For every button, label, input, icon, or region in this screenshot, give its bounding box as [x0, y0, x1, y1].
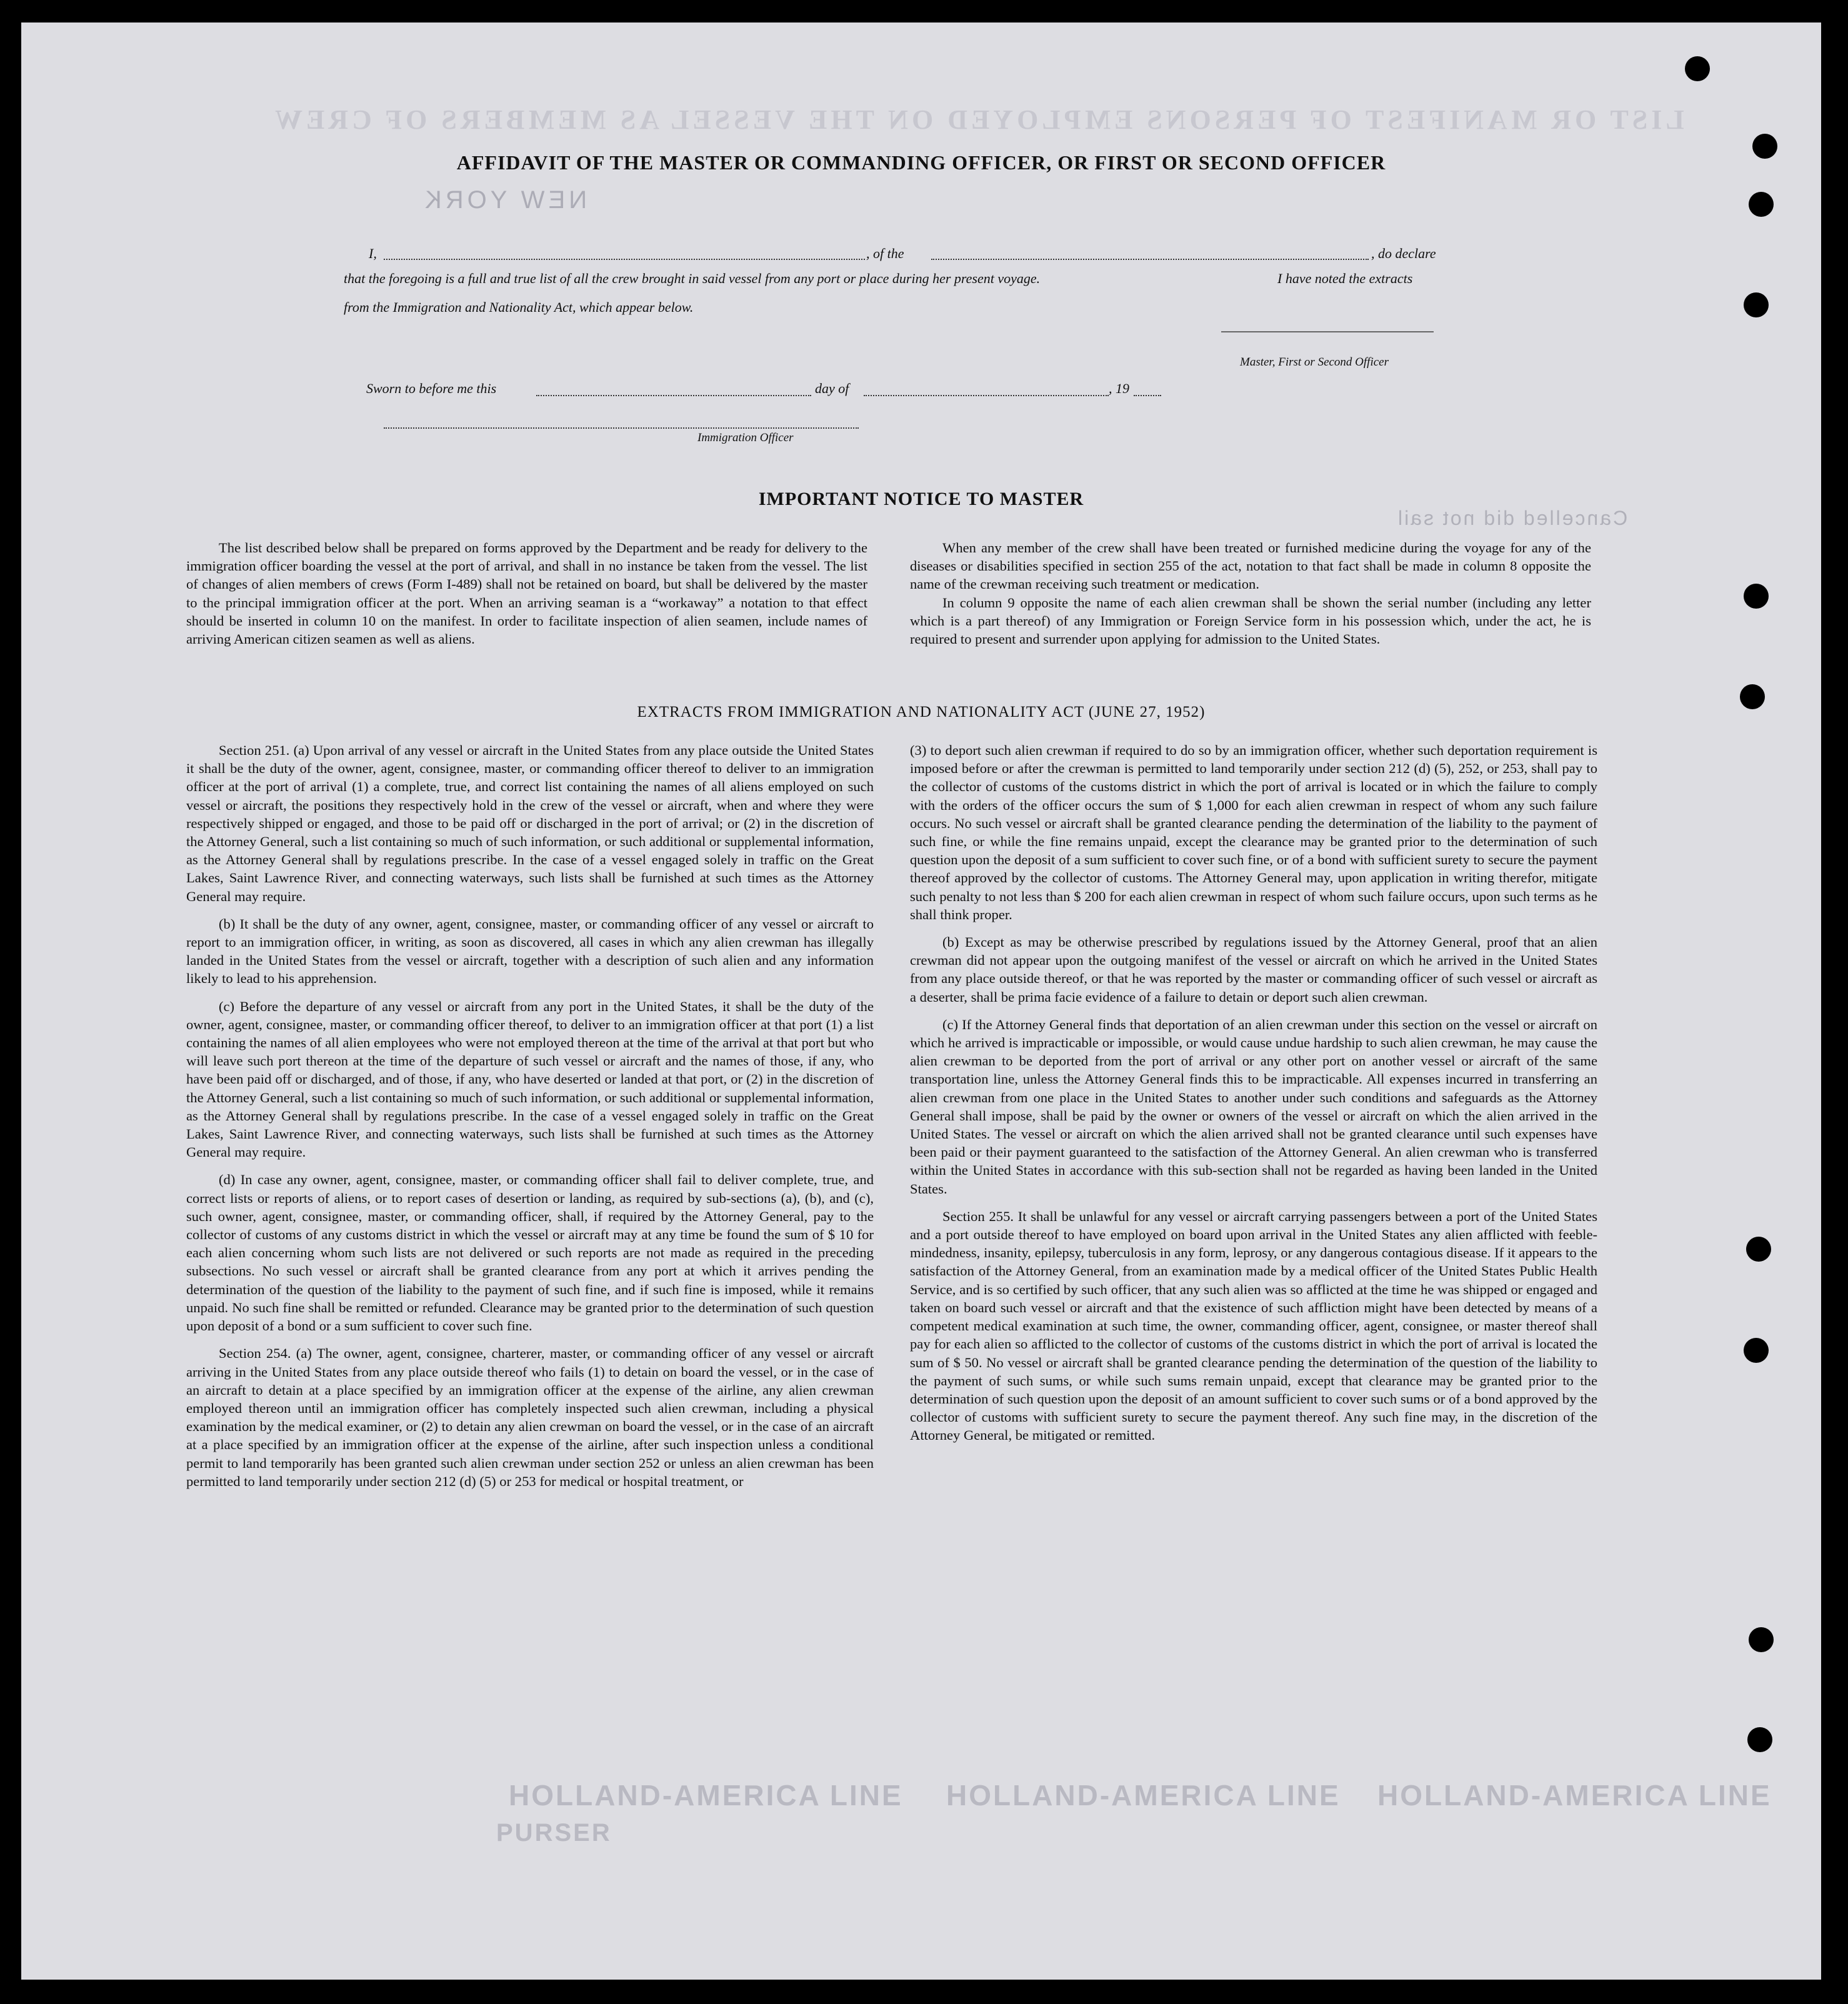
- year-label: , 19: [1109, 381, 1129, 396]
- bleed-through-line-stamp-3: HOLLAND-AMERICA LINE: [1377, 1779, 1772, 1812]
- section-254-a-continued: (3) to deport such alien crewman if required to do so by an immigration officer, whether such deportation requirement is imposed before or after the crewman is permitted to land temporarily under section 212 (d) (5), 252, or 253, shall pay to the collector of customs of the customs district in which the port of arrival is located or in which the failure to comply with the orders of the officer occurs the sum of $ 1,000 for each alien crewman in respect of whom any such failure occurs. No such vessel or aircraft shall be granted clearance pending the determination of the liability to the payment of such fine, or while the fine remains unpaid, except the clearance may be granted prior to the determination of such question upon the deposit of a sum sufficient to cover such fine, or of a bond with sufficient surety to secure the payment thereof approved by the collector of customs. The Attorney General may, upon application in writing therefor, mitigate such penalty to not less than $ 200 for each alien crewman in respect of whom such failure occurs, upon such terms as he shall think proper.: [910, 742, 1597, 922]
- officer-signature-line[interactable]: [1221, 331, 1434, 332]
- punch-hole: [1747, 1727, 1772, 1752]
- punch-hole: [1744, 584, 1769, 609]
- notice-left-column: [186, 539, 867, 648]
- bleed-through-purser-stamp: PURSER: [496, 1819, 612, 1847]
- section-251-a: Section 251. (a) Upon arrival of any vessel or aircraft in the United States from any place outside the United States it shall be the duty of the owner, agent, consignee, master, or commanding officer thereof to deliver to an immigration officer at the port of arrival (1) a complete, true, and correct list containing the names of all aliens employed on such vessel or aircraft, the positions they respectively hold in the crew of the vessel or aircraft, when and where they were respectively shipped or engaged, and those to be paid off or discharged in the port of arrival; or (2) in the discretion of the Attorney General, such a list containing so much of such information, or such additional or supplemental information, as the Attorney General shall by regulations prescribe. In the case of a vessel engaged solely in traffic on the Great Lakes, Saint Lawrence River, and connecting waterways, such lists shall be furnished at such times as the Attorney General may require.: [186, 742, 874, 904]
- notice-right-paragraph-2: In column 9 opposite the name of each alien crewman shall be shown the serial number (including any letter which is a part thereof) of any Immigration or Foreign Service form in his possession which, under the act, he is required to present and surrender upon applying for admission to the United States.: [910, 594, 1591, 647]
- master-name-line[interactable]: [384, 259, 865, 260]
- affidavit-of-the-label: , of the: [866, 246, 904, 261]
- section-251-b: (b) It shall be the duty of any owner, agent, consignee, master, or commanding officer of any vessel or aircraft to report to an immigration officer, in writing, as soon as discovered, all cases in which any alien crewman has illegally landed in the United States from the vessel or aircraft, together with a description of such alien and any information likely to lead to his apprehension.: [186, 915, 874, 987]
- affidavit-i-label: I,: [369, 246, 377, 261]
- officer-caption: Master, First or Second Officer: [1240, 356, 1389, 369]
- day-of-label: day of: [815, 381, 849, 396]
- section-255: Section 255. It shall be unlawful for any vessel or aircraft carrying passengers between a port of the United States and a port outside thereof to have employed on board upon arrival in the United States any alien afflicted with feeble-mindedness, insanity, epilepsy, tuberculosis in any form, leprosy, or any dangerous contagious disease. If it appears to the satisfaction of the Attorney General, from an examination made by a medical officer of the United States Public Health Service, and is so certified by such officer, that any such alien was so afflicted at the time he was shipped or engaged and taken on board such vessel or aircraft and that the existence of such affliction might have been detected by means of a competent medical examination at such time, the owner, commanding officer, agent, consignee, or master thereof shall pay for each alien so afflicted to the collector of customs of the customs district in which the port of arrival is located the sum of $ 50. No vessel or aircraft shall be granted clearance pending the determination of the question of the liability to the payment of such sums, or while such sums remain unpaid, except that clearance may be granted prior to the determination of such question upon the deposit of an amount sufficient to cover such sums or of a bond approved by the collector of customs with sufficient surety to secure the payment thereof. Any such fine may, in the discretion of the Attorney General, be mitigated or remitted.: [910, 1208, 1597, 1443]
- immigration-officer-caption: Immigration Officer: [697, 431, 794, 444]
- punch-hole: [1744, 1338, 1769, 1363]
- notice-title: IMPORTANT NOTICE TO MASTER: [758, 489, 1084, 509]
- bleed-through-cancel-stamp: Cancelled did not sail: [1396, 507, 1628, 529]
- extracts-right-column: [910, 741, 1597, 1454]
- vessel-name-line[interactable]: [931, 259, 1369, 260]
- punch-hole: [1749, 192, 1774, 217]
- bleed-through-port-stamp: NEW YORK: [421, 186, 587, 214]
- punch-hole: [1752, 134, 1777, 159]
- punch-hole: [1744, 292, 1769, 317]
- punch-hole: [1685, 56, 1710, 81]
- affidavit-line-2b: I have noted the extracts: [1277, 271, 1413, 286]
- document-page: [21, 22, 1821, 1980]
- sworn-date-line[interactable]: [536, 395, 811, 396]
- notice-left-paragraph: The list described below shall be prepared on forms approved by the Department and be ready for delivery to the immigration officer boarding the vessel at the port of arrival, and shall in no instance be taken from the vessel. The list of changes of alien members of crews (Form I-489) shall not be retained on board, but shall be delivered by the master to the principal immigration officer at the port. When an arriving seaman is a “workaway” a notation to that effect should be inserted in column 10 on the manifest. In order to facilitate inspection of alien seamen, include names of arriving American citizen seamen as well as aliens.: [186, 540, 867, 647]
- section-254-c: (c) If the Attorney General finds that deportation of an alien crewman under this section on the vessel or aircraft on which he arrived is impracticable or impossible, or would cause undue hardship to such alien crewman, he may cause the alien crewman to be deported from the port of arrival or any other port on another vessel or aircraft of the same transportation line, unless the Attorney General finds this to be impracticable. All expenses incurred in transferring an alien crewman from one place in the United States to another under such conditions and safeguards as the Attorney General shall impose, shall be paid by the owner or owners of the vessel or aircraft on which the alien arrived in the United States. The vessel or aircraft on which the alien arrived shall not be granted clearance until such expenses have been paid or their payment guaranteed to the satisfaction of the Attorney General. An alien crewman who is transferred within the United States in accordance with this sub-section shall not be regarded as having been landed in the United States.: [910, 1016, 1597, 1197]
- immigration-officer-signature-line[interactable]: [384, 427, 859, 429]
- affidavit-line-2: that the foregoing is a full and true list of all the crew brought in said vessel from any port or place during her present voyage.: [344, 271, 1041, 286]
- sworn-month-line[interactable]: [864, 395, 1109, 396]
- extracts-title: EXTRACTS FROM IMMIGRATION AND NATIONALITY ACT (JUNE 27, 1952): [637, 704, 1206, 720]
- section-254-a: Section 254. (a) The owner, agent, consignee, charterer, master, or commanding officer of any vessel or aircraft arriving in the United States from any place outside thereof who fails (1) to detain on board the vessel, or in the case of an aircraft to detain at a place specified by an immigration officer at the expense of the airline, any alien crewman employed thereon until an immigration officer has completely inspected such alien crewman, including a physical examination by the medical examiner, or (2) to detain any alien crewman on board the vessel, or in the case of an aircraft at a place specified by an immigration officer at the expense of the airline, after such inspection unless a conditional permit to land temporarily has been granted such alien crewman under section 252 or unless an alien crewman has been permitted to land temporarily under section 212 (d) (5) or 253 for medical or hospital treatment, or: [186, 1345, 874, 1489]
- section-251-c: (c) Before the departure of any vessel or aircraft from any port in the United States, it shall be the duty of the owner, agent, consignee, master, or commanding officer thereof, to deliver to an immigration officer at that port (1) a list containing the names of all alien employees who were not employed thereon at the time of the arrival at that port but who will leave such port thereon at the time of the departure of such vessel or aircraft and the names of those, if any, who have been paid off or discharged, and of those, if any, who have deserted or landed at that port, or (2) in the discretion of the Attorney General, such a list containing so much of such information, or such additional or supplemental information, as the Attorney General shall by regulations prescribe. In the case of a vessel engaged solely in traffic on the Great Lakes, Saint Lawrence River, and connecting waterways, such lists shall be furnished at such times as the Attorney General may require.: [186, 998, 874, 1160]
- punch-hole: [1740, 684, 1765, 709]
- affidavit-do-declare: , do declare: [1371, 246, 1436, 261]
- punch-hole: [1746, 1237, 1771, 1262]
- sworn-year-line[interactable]: [1134, 395, 1161, 396]
- notice-right-paragraph-1: When any member of the crew shall have been treated or furnished medicine during the voyage for any of the diseases or disabilities specified in section 255 of the act, notation to that fact shall be made in column 8 opposite the name of the crewman receiving such treatment or medication.: [910, 540, 1591, 592]
- notice-right-column: [910, 539, 1591, 648]
- affidavit-line-3: from the Immigration and Nationality Act, which appear below.: [344, 299, 694, 315]
- bleed-through-heading: LIST OR MANIFEST OF PERSONS EMPLOYED ON THE VESSEL AS MEMBERS OF CREW: [271, 104, 1684, 135]
- section-251-d: (d) In case any owner, agent, consignee, master, or commanding officer shall fail to deliver complete, true, and correct lists or reports of aliens, or to report cases of desertion or landing, as required by sub-sections (a), (b), and (c), such owner, agent, consignee, master, or commanding officer, shall, if required by the Attorney General, pay to the collector of customs of any customs district in which the vessel or aircraft may at any time be found the sum of $ 10 for each alien concerning whom such lists are not delivered or such reports are not made as required in the preceding subsections. No such vessel or aircraft shall be granted clearance from any port at which it arrives pending the determination of the question of the liability to the payment of such fine, and if such fine is imposed, while it remains unpaid. No such fine shall be remitted or refunded. Clearance may be granted prior to the determination of such question upon deposit of a bond or a sum sufficient to cover such fine.: [186, 1172, 874, 1334]
- bleed-through-line-stamp-1: HOLLAND-AMERICA LINE: [509, 1779, 903, 1812]
- extracts-left-column: [186, 741, 874, 1500]
- sworn-label: Sworn to before me this: [366, 381, 497, 396]
- punch-hole: [1749, 1627, 1774, 1652]
- affidavit-title: AFFIDAVIT OF THE MASTER OR COMMANDING OFFICER, OR FIRST OR SECOND OFFICER: [456, 151, 1386, 174]
- section-254-b: (b) Except as may be otherwise prescribed by regulations issued by the Attorney General, proof that an alien crewman did not appear upon the outgoing manifest of the vessel or aircraft on which he arrived in the United States from any place outside thereof, or that he was reported by the master or commanding officer of such vessel or aircraft as a deserter, shall be prima facie evidence of a failure to detain or deport such alien crewman.: [910, 934, 1597, 1005]
- bleed-through-line-stamp-2: HOLLAND-AMERICA LINE: [946, 1779, 1341, 1812]
